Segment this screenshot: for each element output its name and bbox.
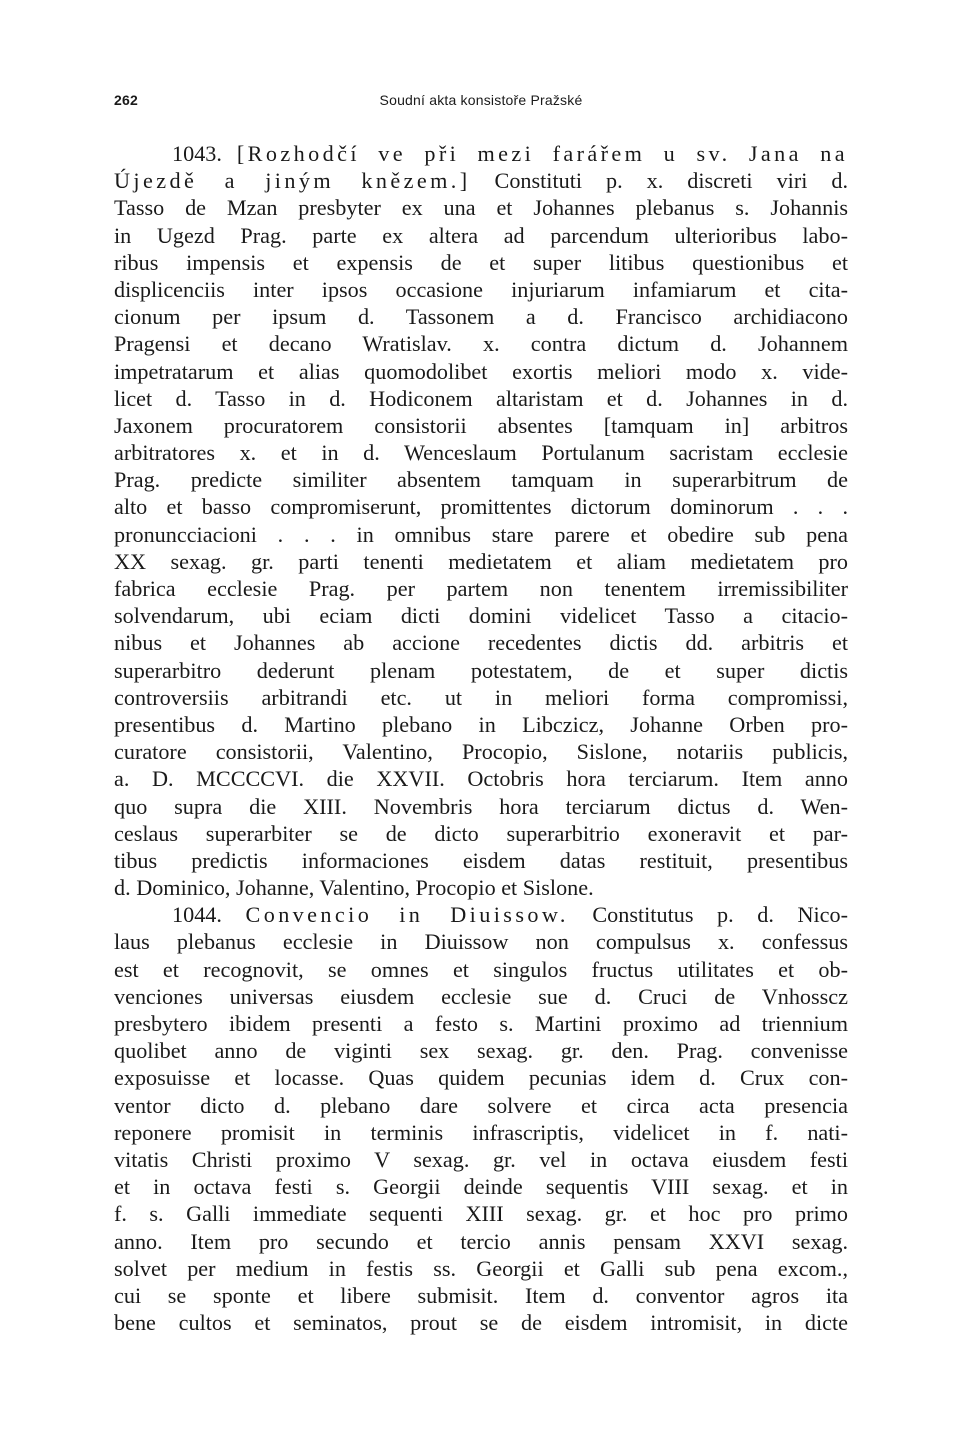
text-line: displicenciis inter ipsos occasione injuriarum infamiarum et cita- bbox=[114, 276, 848, 302]
text-line: licet d. Tasso in d. Hodiconem altaristam et d. Johannes in d. bbox=[114, 385, 848, 411]
text-line: anno. Item pro secundo et tercio annis pensam XXVI sexag. bbox=[114, 1228, 848, 1254]
text-line: solvet per medium in festis ss. Georgii et Galli sub pena excom., bbox=[114, 1255, 848, 1281]
text-line: ceslaus superarbiter se de dicto superarbitrio exoneravit et par- bbox=[114, 820, 848, 846]
text-line: superarbitro dederunt plenam potestatem, de et super dictis bbox=[114, 657, 848, 683]
entry-1043 bbox=[114, 140, 848, 901]
text-line: Prag. predicte similiter absentem tamquam in superarbitrum de bbox=[114, 467, 848, 493]
text-line: exposuisse et locasse. Quas quidem pecunias idem d. Crux con- bbox=[114, 1065, 848, 1091]
text-line: arbitratores x. et in d. Wenceslaum Portulanum sacristam ecclesie bbox=[114, 440, 848, 466]
text-line: quolibet anno de viginti sex sexag. gr. den. Prag. convenisse bbox=[114, 1038, 848, 1064]
text-line: et in octava festi s. Georgii deinde sequentis VIII sexag. et in bbox=[114, 1174, 848, 1200]
text-line: f. s. Galli immediate sequenti XIII sexag. gr. et hoc pro primo bbox=[114, 1201, 848, 1227]
entry-heading: Convencio in Diuissow. bbox=[245, 902, 569, 928]
text-line: a. D. MCCCCVI. die XXVII. Octobris hora terciarum. Item anno bbox=[114, 766, 848, 792]
text-line: reponere promisit in terminis infrascriptis, videlicet in f. nati- bbox=[114, 1119, 848, 1145]
text-line: alto et basso compromiserunt, promittentes dictorum dominorum . . . bbox=[114, 494, 848, 520]
text-run: Constituti p. x. discreti viri d. bbox=[470, 168, 848, 194]
running-header bbox=[114, 88, 848, 114]
text-line: XX sexag. gr. parti tenenti medietatem et aliam medietatem pro bbox=[114, 548, 848, 574]
text-line: d. Dominico, Johanne, Valentino, Procopio et Sislone. bbox=[114, 875, 594, 901]
text-line: Tasso de Mzan presbyter ex una et Johannes plebanus s. Johannis bbox=[114, 195, 848, 221]
text-line: Jaxonem procuratorem consistorii absentes [tamquam in] arbitros bbox=[114, 412, 848, 438]
text-line bbox=[114, 901, 848, 928]
text-run: Constitutus p. d. Nico- bbox=[568, 902, 848, 928]
entry-number: 1043. bbox=[172, 141, 237, 166]
text-line: impetratarum et alias quomodolibet exortis meliori modo x. vide- bbox=[114, 358, 848, 384]
text-line: tibus predictis informaciones eisdem datas restituit, presentibus bbox=[114, 847, 848, 873]
document-page bbox=[114, 88, 848, 1336]
text-line: fabrica ecclesie Prag. per partem non tenentem irremissibiliter bbox=[114, 576, 848, 601]
text-line: ventor dicto d. plebano dare solvere et circa acta presencia bbox=[114, 1092, 848, 1118]
text-line: nibus et Johannes ab accione recedentes dictis dd. arbitris et bbox=[114, 630, 848, 656]
text-line: presentibus d. Martino plebano in Libczicz, Johanne Orben pro- bbox=[114, 711, 848, 737]
entry-heading: [Rozhodčí ve při mezi farářem u sv. Jana na bbox=[236, 141, 848, 166]
document-body bbox=[114, 140, 848, 1336]
text-line: curatore consistorii, Valentino, Procopio, Sislone, notariis publicis, bbox=[114, 739, 848, 765]
text-line: Pragensi et decano Wratislav. x. contra dictum d. Johannem bbox=[114, 331, 848, 357]
text-line: in Ugezd Prag. parte ex altera ad parcendum ulterioribus labo- bbox=[114, 222, 848, 248]
text-line: solvendarum, ubi eciam dicti domini videlicet Tasso a citacio- bbox=[114, 603, 848, 629]
text-line: presbytero ibidem presenti a festo s. Martini proximo ad triennium bbox=[114, 1011, 848, 1036]
text-line: pronuncciacioni . . . in omnibus stare parere et obedire sub pena bbox=[114, 521, 848, 547]
entry-number: 1044. bbox=[172, 902, 246, 928]
text-line: est et recognovit, se omnes et singulos fructus utilitates et ob- bbox=[114, 956, 848, 982]
text-line: vitatis Christi proximo V sexag. gr. vel in octava eiusdem festi bbox=[114, 1146, 848, 1172]
text-line: quo supra die XIII. Novembris hora terciarum dictus d. Wen- bbox=[114, 793, 848, 819]
entry-1044 bbox=[114, 901, 848, 1336]
text-line: bene cultos et seminatos, prout se de eisdem intromisit, in dicte bbox=[114, 1310, 848, 1336]
text-line: cionum per ipsum d. Tassonem a d. Francisco archidiacono bbox=[114, 304, 848, 330]
text-line: cui se sponte et libere submisit. Item d. conventor agros ita bbox=[114, 1282, 848, 1308]
text-line: venciones universas eiusdem ecclesie sue d. Cruci de Vnhosscz bbox=[114, 983, 848, 1009]
text-line bbox=[114, 167, 848, 194]
text-line: ribus impensis et expensis de et super litibus questionibus et bbox=[114, 249, 848, 275]
text-line bbox=[114, 140, 848, 167]
running-title: Soudní akta konsistoře Pražské bbox=[379, 92, 583, 108]
page-number: 262 bbox=[114, 92, 138, 108]
text-line: controversiis arbitrandi etc. ut in meliori forma compromissi, bbox=[114, 684, 848, 710]
entry-heading: Újezdě a jiným knězem.] bbox=[114, 168, 471, 194]
text-line: laus plebanus ecclesie in Diuissow non compulsus x. confessus bbox=[114, 929, 848, 955]
